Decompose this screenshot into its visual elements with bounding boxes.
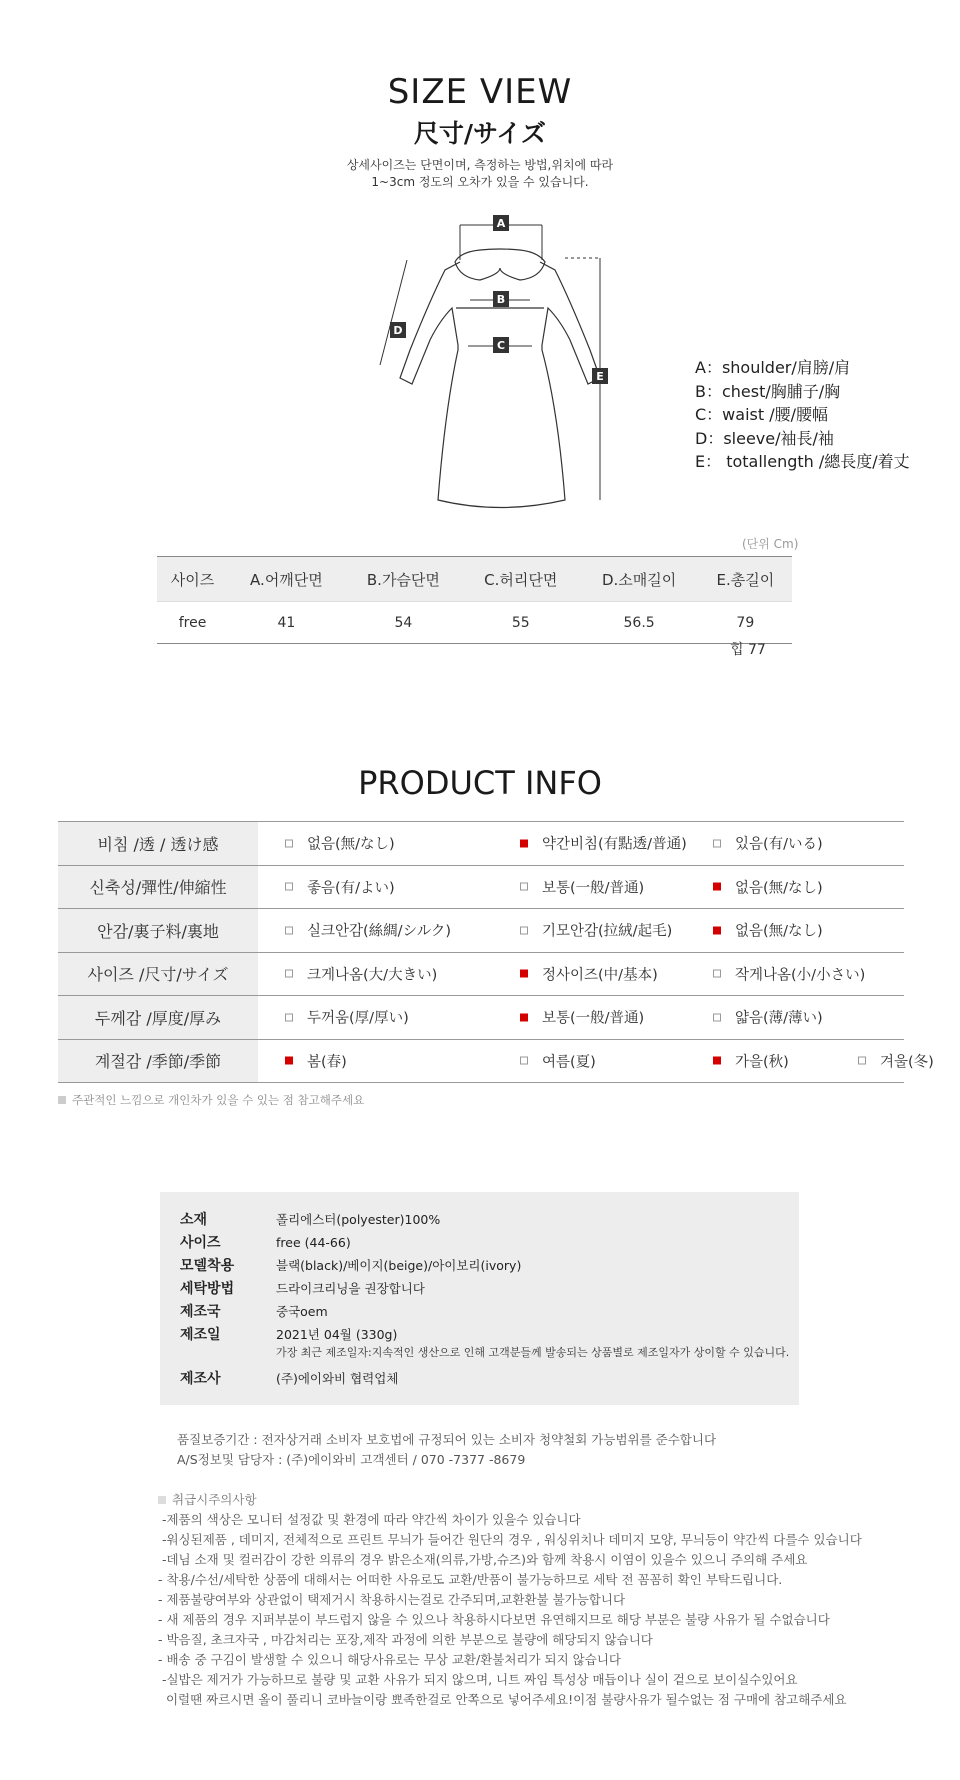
spec-value: 블랙(black)/베이지(beige)/아이보리(ivory) (276, 1258, 522, 1273)
info-option (520, 1050, 596, 1071)
info-row (58, 822, 904, 866)
spec-value: 중국oem (276, 1304, 328, 1319)
info-row (58, 996, 904, 1040)
size-cell: free (157, 602, 228, 644)
marker-d: D (393, 324, 403, 337)
spec-key: 사이즈 (180, 1235, 221, 1251)
info-option (520, 963, 658, 984)
checked-box-icon (520, 1013, 528, 1021)
info-option (285, 1050, 347, 1071)
legend-a: A：shoulder/肩膀/肩 (695, 358, 851, 377)
spec-value: free (44-66) (276, 1235, 351, 1250)
unchecked-box-icon (520, 1057, 528, 1065)
spec-value: 폴리에스터(polyester)100% (276, 1212, 441, 1227)
info-row-label: 신축성/彈性/伸縮性 (58, 865, 258, 909)
info-row-options (258, 822, 904, 866)
info-row-label: 두께감 /厚度/厚み (58, 996, 258, 1040)
unchecked-box-icon (520, 883, 528, 891)
info-option-text: 작게나옴(小/小さい) (735, 967, 866, 984)
marker-c: C (496, 339, 506, 352)
spec-key: 세탁방법 (180, 1281, 235, 1297)
info-row-label: 비침 /透 / 透け感 (58, 822, 258, 866)
spec-row-country (180, 1301, 328, 1321)
info-option-text: 보통(一般/普通) (542, 880, 645, 897)
unchecked-box-icon (520, 926, 528, 934)
info-option (285, 1007, 409, 1028)
legend-e: E： totallength /總長度/着丈 (695, 452, 910, 471)
checked-box-icon (520, 970, 528, 978)
info-option-text: 약간비침(有點透/普通) (542, 836, 687, 853)
spec-key: 제조일 (180, 1327, 221, 1343)
info-option (520, 920, 672, 941)
size-cell: 41 (228, 602, 345, 644)
marker-a: A (496, 217, 506, 230)
info-option (285, 963, 437, 984)
info-option (520, 833, 687, 854)
info-option-text: 크게나옴(大/大きい) (307, 967, 438, 984)
info-row-label: 안감/裏子料/裏地 (58, 909, 258, 953)
product-info-note (58, 1092, 364, 1108)
unchecked-box-icon (285, 1013, 293, 1021)
caution-item: 이럴땐 짜르시면 올이 풀리니 코바늘이랑 뾰족한걸로 안쪽으로 넣어주세요!이점 불량사유가 될수없는 점 구매에 참고해주세요 (158, 1692, 847, 1707)
legend-b: B：chest/胸脯子/胸 (695, 381, 841, 401)
checked-box-icon (713, 1057, 721, 1065)
spec-value: (주)에이와비 협력업체 (276, 1371, 399, 1386)
marker-b: B (496, 293, 506, 306)
unchecked-box-icon (713, 839, 721, 847)
info-option (285, 920, 451, 941)
info-option-text: 겨울(冬) (880, 1054, 934, 1071)
legend-c: C：waist /腰/腰幅 (695, 405, 828, 424)
info-row-options (258, 909, 904, 953)
caution-item: - 배송 중 구김이 발생할 수 있으니 해당사유로는 무상 교환/환불처리가 되지 않습니다 (158, 1652, 621, 1667)
info-row-label: 계절감 /季節/季節 (58, 1039, 258, 1083)
info-option (285, 876, 395, 897)
info-row (58, 865, 904, 909)
caution-item: -실밥은 제거가 가능하므로 불량 및 교환 사유가 되지 않으며, 니트 짜임 특성상 매듭이나 실이 겉으로 보이실수있어요 (158, 1672, 798, 1687)
warranty-info (177, 1430, 716, 1470)
measure-lines (380, 225, 600, 500)
size-table-header (157, 557, 792, 602)
size-col-header: A.어깨단면 (228, 557, 345, 602)
info-option-text: 가을(秋) (735, 1054, 789, 1071)
size-col-header: E.총길이 (699, 557, 792, 602)
unchecked-box-icon (285, 970, 293, 978)
info-option-text: 여름(夏) (542, 1054, 596, 1071)
caution-item: -데님 소재 및 컬러감이 강한 의류의 경우 밝은소재(의류,가방,슈즈)와 함께 착용시 이염이 있을수 있으니 주의해 주세요 (158, 1552, 808, 1567)
as-info-line: A/S정보및 담당자 : (주)에이와비 고객센터 / 070 -7377 -8679 (177, 1452, 526, 1467)
size-col-header: 사이즈 (157, 557, 228, 602)
caution-item: - 착용/수선/세탁한 상품에 대해서는 어떠한 사유로도 교환/반품이 불가능하므로 세탁 전 꼼꼼히 확인 부탁드립니다. (158, 1572, 783, 1587)
checked-box-icon (713, 883, 721, 891)
size-cell: 55 (462, 602, 579, 644)
cautions-bullet-icon (158, 1496, 166, 1504)
table-row (157, 602, 792, 644)
unchecked-box-icon (858, 1057, 866, 1065)
size-table (157, 556, 792, 644)
unchecked-box-icon (285, 839, 293, 847)
spec-key: 소재 (180, 1212, 208, 1228)
size-col-header: C.허리단면 (462, 557, 579, 602)
info-option (713, 963, 865, 984)
spec-row-date (180, 1324, 397, 1344)
info-option-text: 있음(有/いる) (735, 836, 823, 853)
size-view-subtitle: 尺寸/サイズ (413, 119, 547, 148)
size-view-title: SIZE VIEW (387, 72, 573, 112)
legend-d: D：sleeve/袖長/袖 (695, 428, 834, 448)
spec-date-note: 가장 최근 제조일자:지속적인 생산으로 인해 고객분들께 발송되는 상품별로 제조일자가 상이할 수 있습니다. (276, 1346, 790, 1359)
info-option (713, 1050, 789, 1071)
info-option-text: 보통(一般/普通) (542, 1010, 645, 1027)
spec-row-material (180, 1209, 440, 1229)
info-option (285, 833, 395, 854)
spec-row-model (180, 1255, 521, 1275)
info-row-options (258, 1039, 934, 1083)
info-row-options (258, 865, 904, 909)
info-row (58, 1039, 904, 1083)
size-col-header: B.가슴단면 (345, 557, 462, 602)
unit-label: (단위 Cm) (742, 537, 799, 551)
info-option (858, 1050, 934, 1071)
info-option-text: 없음(無/なし) (735, 923, 823, 940)
spec-row-maker (180, 1368, 398, 1388)
unchecked-box-icon (285, 926, 293, 934)
info-row-label: 사이즈 /尺寸/サイズ (58, 952, 258, 996)
info-option (713, 1007, 823, 1028)
size-note-line2: 1~3cm 정도의 오차가 있을 수 있습니다. (371, 175, 589, 189)
size-cell: 79 (699, 602, 792, 644)
spec-key: 모델착용 (180, 1258, 235, 1274)
spec-value: 드라이크리닝을 권장합니다 (276, 1281, 425, 1296)
caution-item: -제품의 색상은 모니터 설정값 및 환경에 따라 약간씩 차이가 있을수 있습니다 (158, 1512, 581, 1527)
size-cell: 56.5 (580, 602, 699, 644)
product-info-note-text: 주관적인 느낌으로 개인차가 있을 수 있는 점 참고해주세요 (72, 1093, 365, 1107)
product-info-title: PRODUCT INFO (358, 764, 602, 802)
info-option-text: 봄(春) (307, 1054, 347, 1071)
product-info-table (58, 821, 934, 1083)
info-row-options (258, 952, 904, 996)
info-option-text: 두꺼움(厚/厚い) (307, 1010, 409, 1027)
info-option (520, 1007, 644, 1028)
cautions (158, 1490, 862, 1710)
info-option-text: 정사이즈(中/基本) (542, 967, 658, 984)
spec-row-wash (180, 1278, 425, 1298)
caution-item: - 박음질, 초크자국 , 마감처리는 포장,제작 과정에 의한 부분으로 불량에 해당되지 않습니다 (158, 1632, 653, 1647)
dress-diagram (370, 210, 670, 520)
spec-value: 2021년 04월 (330g) (276, 1327, 398, 1342)
size-cell: 54 (345, 602, 462, 644)
dress-outline (400, 249, 600, 508)
info-option-text: 없음(無/なし) (735, 880, 823, 897)
cautions-title-row (158, 1490, 862, 1510)
spec-key: 제조국 (180, 1304, 221, 1320)
info-row (58, 952, 904, 996)
note-bullet-icon (58, 1096, 66, 1104)
unchecked-box-icon (285, 883, 293, 891)
info-option (713, 920, 823, 941)
warranty-line: 품질보증기간 : 전자상거래 소비자 보호법에 규정되어 있는 소비자 청약철회 가능범위를 준수합니다 (177, 1432, 717, 1447)
caution-item: - 제품불량여부와 상관없이 택제거시 착용하시는걸로 간주되며,교환환불 불가능합니다 (158, 1592, 626, 1607)
cautions-title: 취급시주의사항 (172, 1492, 257, 1507)
unchecked-box-icon (713, 1013, 721, 1021)
info-row-options (258, 996, 904, 1040)
info-option-text: 실크안감(絲綢/シルク) (307, 923, 452, 940)
size-note-line1: 상세사이즈는 단면이며, 측정하는 방법,위치에 따라 (346, 158, 614, 172)
info-row (58, 909, 904, 953)
checked-box-icon (520, 839, 528, 847)
caution-item: - 새 제품의 경우 지퍼부분이 부드럽지 않을 수 있으나 착용하시다보면 유연해지므로 해당 부분은 불량 사유가 될 수없습니다 (158, 1612, 830, 1627)
unchecked-box-icon (713, 970, 721, 978)
spec-row-size (180, 1232, 351, 1252)
hip-note: 힙 77 (730, 642, 766, 658)
checked-box-icon (713, 926, 721, 934)
size-legend (695, 356, 910, 474)
checked-box-icon (285, 1057, 293, 1065)
spec-box (160, 1192, 799, 1405)
info-option (713, 876, 823, 897)
info-option (520, 876, 644, 897)
spec-key: 제조사 (180, 1371, 221, 1387)
marker-e: E (596, 370, 604, 383)
info-option (713, 833, 823, 854)
caution-item: -워싱된제품 , 데미지, 전체적으로 프린트 무늬가 들어간 원단의 경우 , 워싱위치나 데미지 모양, 무늬등이 약간씩 다를수 있습니다 (158, 1532, 862, 1547)
size-col-header: D.소매길이 (580, 557, 699, 602)
info-option-text: 없음(無/なし) (307, 836, 395, 853)
info-option-text: 좋음(有/よい) (307, 880, 395, 897)
info-option-text: 얇음(薄/薄い) (735, 1010, 823, 1027)
cautions-list (158, 1510, 862, 1710)
info-option-text: 기모안감(拉絨/起毛) (542, 923, 673, 940)
